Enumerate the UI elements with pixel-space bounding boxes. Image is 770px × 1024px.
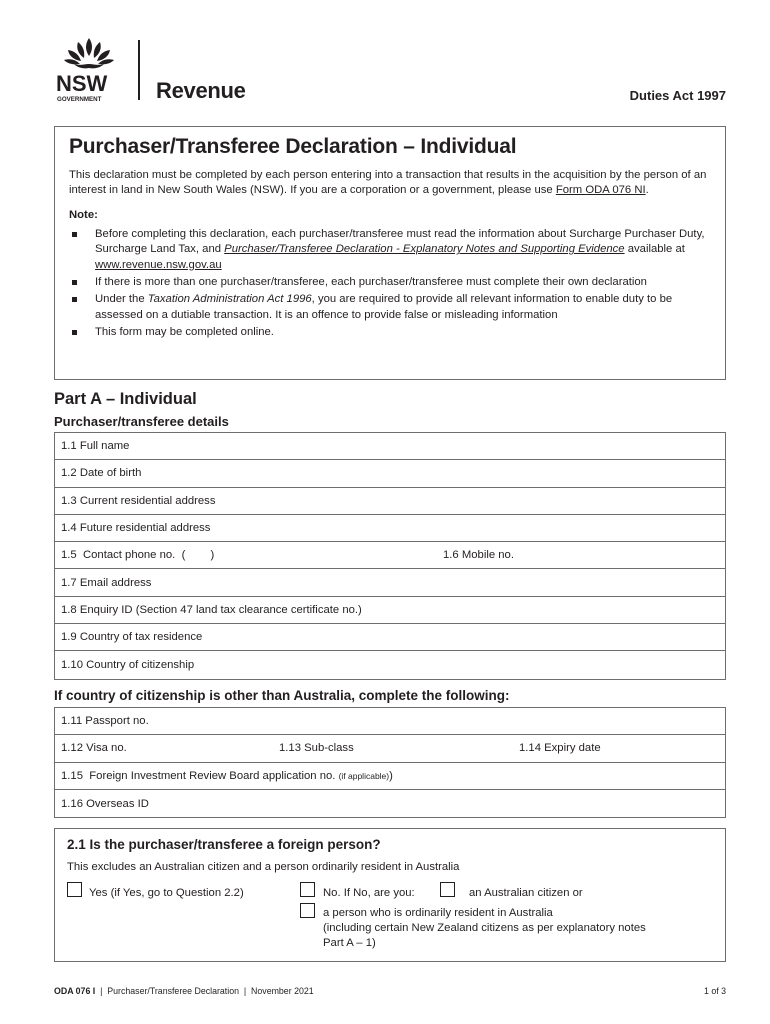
ordinarily-resident-checkbox[interactable] xyxy=(300,903,315,918)
form-title: Purchaser/Transferee Declaration – Individual xyxy=(69,135,517,158)
revenue-website-link[interactable]: www.revenue.nsw.gov.au xyxy=(95,258,222,271)
page-header xyxy=(54,36,726,108)
current-address-field[interactable]: 1.3 Current residential address xyxy=(55,488,725,515)
question-title: 2.1 Is the purchaser/transferee a foreign person? xyxy=(67,837,381,852)
tax-residence-field[interactable]: 1.9 Country of tax residence xyxy=(55,624,725,651)
foreign-details-table xyxy=(54,707,726,818)
overseas-id-field[interactable]: 1.16 Overseas ID xyxy=(61,797,149,810)
ordinarily-resident-label: a person who is ordinarily resident in Australia (including certain New Zealand citizens as per explanatory notes Part A – 1) xyxy=(323,907,646,949)
bullet-icon xyxy=(72,280,77,285)
expiry-date-field[interactable]: 1.14 Expiry date xyxy=(519,742,601,755)
contact-phone-field[interactable]: 1.5 Contact phone no. ( ) xyxy=(61,549,215,562)
intro-box xyxy=(54,126,726,380)
email-field[interactable]: 1.7 Email address xyxy=(55,569,725,596)
purchaser-details-table xyxy=(54,432,726,680)
passport-field[interactable]: 1.11 Passport no. xyxy=(55,708,725,735)
date-of-birth-field[interactable]: 1.2 Date of birth xyxy=(55,460,725,487)
bullet-icon xyxy=(72,330,77,335)
page-number: 1 of 3 xyxy=(703,986,726,996)
visa-row xyxy=(55,735,725,762)
part-a-heading: Part A – Individual xyxy=(54,390,197,408)
purchaser-details-heading: Purchaser/transferee details xyxy=(54,414,229,429)
list-item: If there is more than one purchaser/transferee, each purchaser/transferee must complete their own declaration xyxy=(69,275,711,290)
form-code: ODA 076 I xyxy=(54,986,96,996)
subclass-field[interactable]: 1.13 Sub-class xyxy=(279,742,354,755)
nsw-government-logo xyxy=(54,36,124,104)
yes-label: Yes (if Yes, go to Question 2.2) xyxy=(89,887,244,899)
explanatory-notes-link[interactable]: Purchaser/Transferee Declaration - Explanatory Notes and Supporting Evidence xyxy=(224,243,625,256)
svg-text:NSW: NSW xyxy=(56,71,108,96)
yes-checkbox[interactable] xyxy=(67,882,82,897)
act-reference: Duties Act 1997 xyxy=(629,88,726,103)
svg-text:GOVERNMENT: GOVERNMENT xyxy=(57,96,102,103)
no-label: No. If No, are you: xyxy=(323,887,415,899)
citizenship-field[interactable]: 1.10 Country of citizenship xyxy=(61,659,195,672)
bullet-icon xyxy=(72,297,77,302)
visa-no-field[interactable]: 1.12 Visa no. xyxy=(61,742,127,755)
australian-citizen-checkbox[interactable] xyxy=(440,882,455,897)
note-list xyxy=(69,227,711,341)
no-checkbox[interactable] xyxy=(300,882,315,897)
note-label: Note: xyxy=(69,208,98,221)
australian-citizen-label: an Australian citizen or xyxy=(469,887,583,899)
firb-application-field[interactable]: 1.15 Foreign Investment Review Board application no. (if applicable) ) xyxy=(55,763,725,790)
agency-name: Revenue xyxy=(156,78,246,103)
full-name-field[interactable]: 1.1 Full name xyxy=(55,433,725,460)
list-item: Under the Taxation Administration Act 1996, you are required to provide all relevant information to enable duty to be assessed on a dutiable transaction. It is an offence to provide false or misleading information xyxy=(69,292,711,323)
list-item: Before completing this declaration, each purchaser/transferee must read the information about Surcharge Purchaser Duty, Surcharge Land Tax, and Purchaser/Transferee Declaration - Explanatory Notes and Supporting Evidence available at www.revenue.nsw.gov.au xyxy=(69,227,711,273)
foreign-citizen-heading: If country of citizenship is other than Australia, complete the following: xyxy=(54,688,510,703)
form-oda076ni-link[interactable]: Form ODA 076 NI xyxy=(555,184,646,197)
list-item: This form may be completed online. xyxy=(69,325,711,340)
bullet-icon xyxy=(72,232,77,237)
future-address-field[interactable]: 1.4 Future residential address xyxy=(55,515,725,542)
page-footer xyxy=(54,986,726,996)
foreign-person-question xyxy=(54,828,726,962)
phone-row xyxy=(55,542,725,569)
logo-divider xyxy=(138,40,140,100)
footer-text: | Purchaser/Transferee Declaration | November 2021 xyxy=(95,986,314,996)
intro-paragraph: This declaration must be completed by each person entering into a transaction that results in the acquisition by the person of an interest in land in New South Wales (NSW). If you are a corporation or a government, please use Form ODA 076 NI. xyxy=(69,169,707,197)
question-description: This excludes an Australian citizen and a person ordinarily resident in Australia xyxy=(67,861,460,873)
enquiry-id-field[interactable]: 1.8 Enquiry ID (Section 47 land tax clearance certificate no.) xyxy=(55,597,725,624)
mobile-field[interactable]: 1.6 Mobile no. xyxy=(443,549,514,562)
